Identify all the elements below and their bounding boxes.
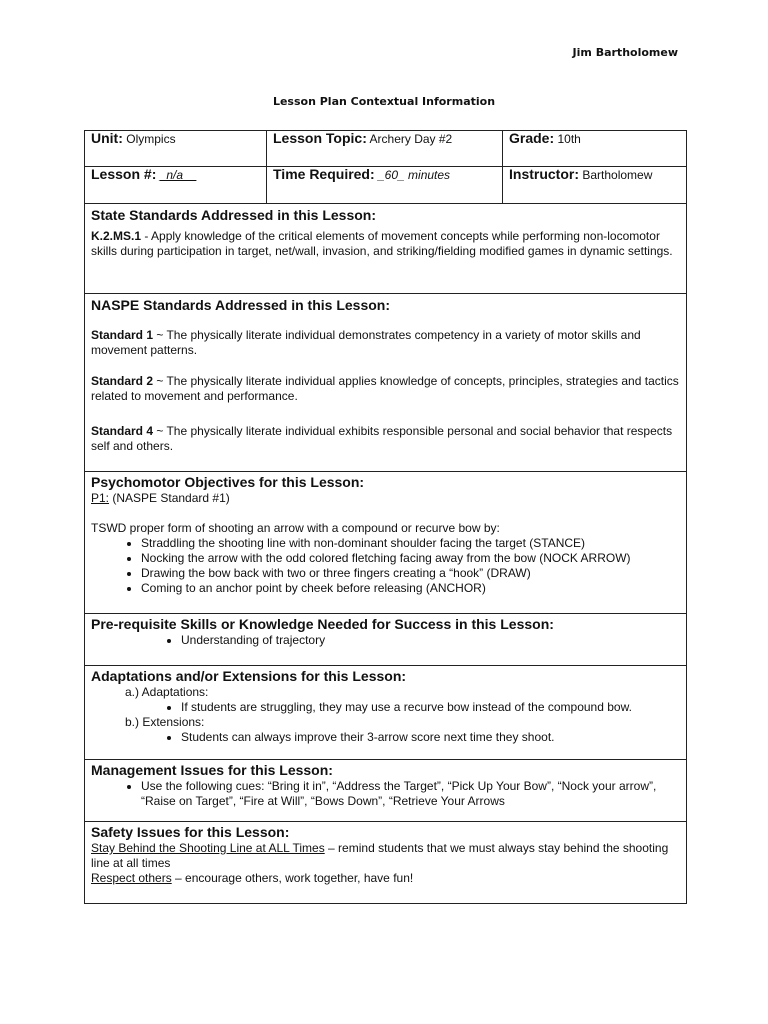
document-title: Lesson Plan Contextual Information xyxy=(272,95,496,108)
safety-line-1-title: Stay Behind the Shooting Line at ALL Times xyxy=(91,841,325,855)
psychomotor-list xyxy=(91,536,680,596)
grade-label: Grade: xyxy=(509,130,555,146)
list-item: • Nocking the arrow with the odd colored fletching facing away from the bow (NOCK ARROW) xyxy=(141,551,680,566)
list-item: • Coming to an anchor point by cheek before releasing (ANCHOR) xyxy=(141,581,680,596)
adaptations-cell xyxy=(85,666,687,760)
safety-line-2-text: – encourage others, work together, have fun! xyxy=(171,871,414,885)
extensions-sublist xyxy=(125,730,680,745)
state-standard-code: K.2.MS.1 xyxy=(91,229,142,243)
safety-row xyxy=(85,822,687,904)
naspe-standard-2-text: ~ The physically literate individual applies knowledge of concepts, principles, strategies and tactics related to movement and performance. xyxy=(91,374,679,403)
naspe-standards-row xyxy=(85,294,687,472)
info-row-2 xyxy=(85,167,687,204)
adaptations-label: a.) Adaptations: xyxy=(125,685,209,699)
naspe-standard-4-label: Standard 4 xyxy=(91,424,154,438)
list-item xyxy=(125,715,680,745)
lesson-number-value: _n/a__ xyxy=(159,168,197,182)
list-item: • Straddling the shooting line with non-dominant shoulder facing the target (STANCE) xyxy=(141,536,680,551)
naspe-standard-2-label: Standard 2 xyxy=(91,374,154,388)
grade-value: 10th xyxy=(557,132,581,146)
instructor-value: Bartholomew xyxy=(582,168,653,182)
safety-line-1-text: – remind students that we must always stay behind the shooting line at all times xyxy=(91,841,669,870)
naspe-standard-1 xyxy=(91,328,680,358)
safety-line-2-title: Respect others xyxy=(91,871,172,885)
naspe-standards-heading: NASPE Standards Addressed in this Lesson: xyxy=(91,297,390,313)
state-standard-desc: - Apply knowledge of the critical elements of movement concepts while performing non-locomotor skills during participation in target, net/wall, invasion, and striking/fielding modified games in dynamic settings. xyxy=(91,229,673,258)
safety-line-1 xyxy=(91,841,680,871)
instructor-cell xyxy=(503,167,687,204)
list-item xyxy=(125,685,680,715)
list-item: • If students are struggling, they may use a recurve bow instead of the compound bow. xyxy=(181,700,680,715)
state-standard-text xyxy=(91,229,680,259)
management-list xyxy=(91,779,680,809)
adaptations-heading: Adaptations and/or Extensions for this Lesson: xyxy=(91,668,407,684)
adaptations-row xyxy=(85,666,687,760)
prereq-heading: Pre-requisite Skills or Knowledge Needed for Success in this Lesson: xyxy=(91,616,554,632)
instructor-label: Instructor: xyxy=(509,166,579,182)
list-item: • Students can always improve their 3-arrow score next time they shoot. xyxy=(181,730,680,745)
psychomotor-row xyxy=(85,472,687,614)
lesson-plan-table xyxy=(84,130,687,904)
prereq-cell xyxy=(85,614,687,666)
state-standards-cell xyxy=(85,204,687,294)
topic-value: Archery Day #2 xyxy=(369,132,453,146)
naspe-standard-2 xyxy=(91,374,680,404)
adaptations-list xyxy=(91,685,680,745)
lesson-number-cell xyxy=(85,167,267,204)
list-item: • Understanding of trajectory xyxy=(181,633,680,648)
time-value: _60_ minutes xyxy=(378,168,451,182)
prereq-list xyxy=(91,633,680,648)
management-row xyxy=(85,760,687,822)
adaptations-sublist xyxy=(125,700,680,715)
naspe-standard-1-text: ~ The physically literate individual demonstrates competency in a variety of motor skills and movement patterns. xyxy=(91,328,641,357)
list-item: • Drawing the bow back with two or three fingers creating a “hook” (DRAW) xyxy=(141,566,680,581)
time-cell xyxy=(267,167,503,204)
naspe-standard-4 xyxy=(91,424,680,454)
safety-line-2 xyxy=(91,871,680,886)
management-cell xyxy=(85,760,687,822)
psychomotor-p1 xyxy=(91,491,680,506)
psychomotor-p1-text: (NASPE Standard #1) xyxy=(109,491,230,505)
unit-label: Unit: xyxy=(91,130,123,146)
info-row-1 xyxy=(85,131,687,167)
psychomotor-heading: Psychomotor Objectives for this Lesson: xyxy=(91,474,365,490)
topic-cell xyxy=(267,131,503,167)
state-standards-heading: State Standards Addressed in this Lesson: xyxy=(91,207,376,223)
naspe-standard-4-text: ~ The physically literate individual exhibits responsible personal and social behavior that respects self and others. xyxy=(91,424,673,453)
lesson-number-label: Lesson #: xyxy=(91,166,157,182)
psychomotor-intro: TSWD proper form of shooting an arrow with a compound or recurve bow by: xyxy=(91,521,500,535)
author-name: Jim Bartholomew xyxy=(572,46,678,59)
psychomotor-cell xyxy=(85,472,687,614)
state-standards-row xyxy=(85,204,687,294)
psychomotor-p1-label: P1: xyxy=(91,491,110,505)
extensions-label: b.) Extensions: xyxy=(125,715,205,729)
safety-cell xyxy=(85,822,687,904)
management-heading: Management Issues for this Lesson: xyxy=(91,762,333,778)
grade-cell xyxy=(503,131,687,167)
naspe-standard-1-label: Standard 1 xyxy=(91,328,154,342)
safety-heading: Safety Issues for this Lesson: xyxy=(91,824,290,840)
list-item: • Use the following cues: “Bring it in”, “Address the Target”, “Pick Up Your Bow”, “Nock your arrow”, “Raise on Target”, “Fire at Will”, “Bows Down”, “Retrieve Your Arrows xyxy=(141,779,680,809)
unit-value: Olympics xyxy=(126,132,176,146)
topic-label: Lesson Topic: xyxy=(273,130,367,146)
unit-cell xyxy=(85,131,267,167)
time-label: Time Required: xyxy=(273,166,375,182)
naspe-standards-cell xyxy=(85,294,687,472)
prereq-row xyxy=(85,614,687,666)
